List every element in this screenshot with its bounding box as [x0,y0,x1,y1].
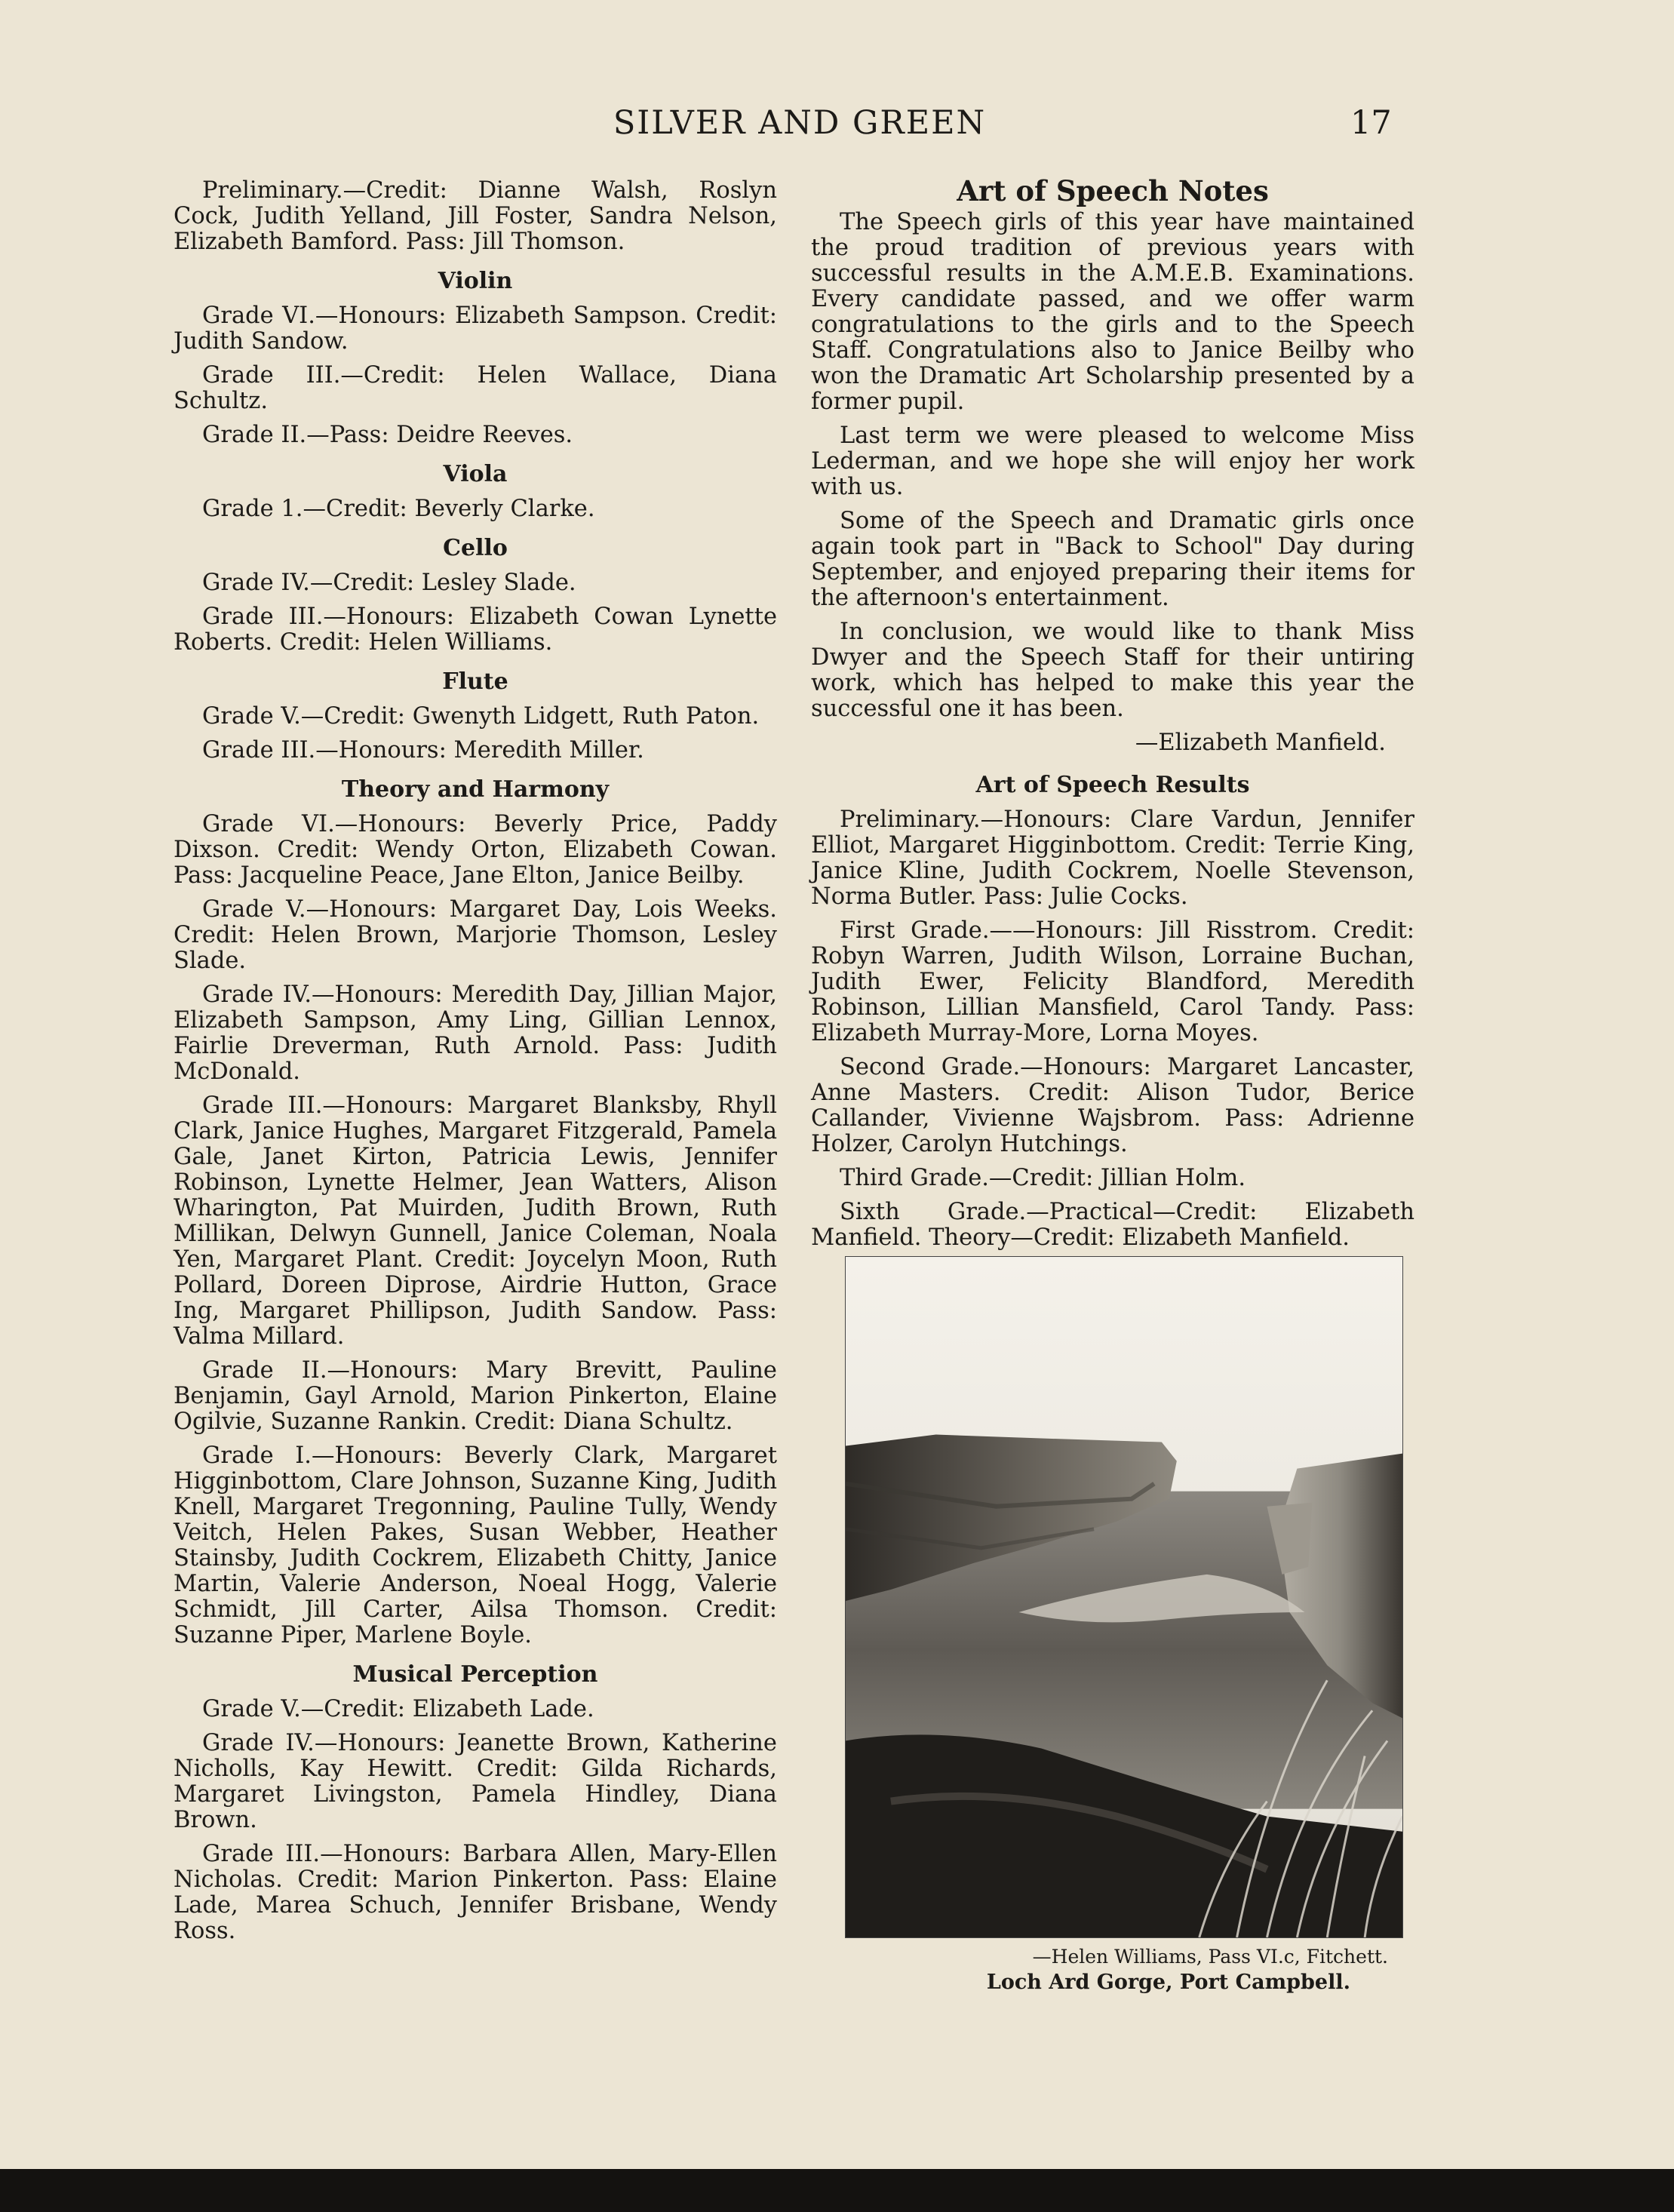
paragraph: Grade III.—Honours: Elizabeth Cowan Lynette Roberts. Credit: Helen Williams. [174,604,777,656]
paragraph: In conclusion, we would like to thank Miss Dwyer and the Speech Staff for their untiring work, which has helped to make this year the successful one it has been. [811,619,1414,722]
paragraph: Grade II.—Honours: Mary Brevitt, Pauline Benjamin, Gayl Arnold, Marion Pinkerton, Elaine Ogilvie, Suzanne Rankin. Credit: Diana Schultz. [174,1357,777,1435]
paragraph: Grade VI.—Honours: Elizabeth Sampson. Credit: Judith Sandow. [174,303,777,355]
paragraph: Sixth Grade.—Practical—Credit: Elizabeth Manfield. Theory—Credit: Elizabeth Manfield. [811,1199,1414,1251]
paragraph: Preliminary.—Honours: Clare Vardun, Jennifer Elliot, Margaret Higginbottom. Credit: Terrie King, Janice Kline, Judith Cockrem, Noelle Stevenson, Norma Butler. Pass: Julie Cocks. [811,806,1414,910]
right-column [811,174,1414,1259]
section-heading: Musical Perception [352,1661,598,1688]
paragraph: Third Grade.—Credit: Jillian Holm. [840,1165,1246,1191]
photo-figure [845,1256,1403,1994]
running-header: SILVER AND GREEN [613,104,987,142]
signature: —Elizabeth Manfield. [1135,730,1386,756]
paragraph: Grade III.—Honours: Margaret Blanksby, Rhyll Clark, Janice Hughes, Margaret Fitzgerald, Pamela Gale, Janet Kirton, Patricia Lewis, Jennifer Robinson, Lynette Helmer, Jean Watters, Alison Wharington, Pat Muirden, Judith Brown, Ruth Millikan, Delwyn Gunnell, Janice Coleman, Noala Yen, Margaret Plant. Credit: Joycelyn Moon, Ruth Pollard, Doreen Diprose, Airdrie Hutton, Grace Ing, Margaret Phillipson, Judith Sandow. Pass: Valma Millard. [174,1092,777,1350]
paragraph: Grade VI.—Honours: Beverly Price, Paddy Dixson. Credit: Wendy Orton, Elizabeth Cowan. Pass: Jacqueline Peace, Jane Elton, Janice Beilby. [174,811,777,889]
section-heading: Art of Speech Results [975,772,1250,798]
paragraph: Preliminary.—Credit: Dianne Walsh, Roslyn Cock, Judith Yelland, Jill Foster, Sandra Nelson, Elizabeth Bamford. Pass: Jill Thomson. [174,177,777,255]
section-heading: Theory and Harmony [341,776,610,803]
scan-bottom-edge [0,2169,1674,2212]
paragraph: Grade IV.—Credit: Lesley Slade. [202,570,576,596]
paragraph: Grade III.—Credit: Helen Wallace, Diana Schultz. [174,362,777,414]
paragraph: Grade V.—Credit: Elizabeth Lade. [202,1696,594,1722]
left-column [174,178,777,1952]
paragraph: Some of the Speech and Dramatic girls once again took part in "Back to School" Day during September, and enjoyed preparing their items for the afternoon's entertainment. [811,508,1414,611]
paragraph: Grade I.—Honours: Beverly Clark, Margaret Higginbottom, Clare Johnson, Suzanne King, Judith Knell, Margaret Tregonning, Pauline Tully, Wendy Veitch, Helen Pakes, Susan Webber, Heather Stainsby, Judith Cockrem, Elizabeth Chitty, Janice Martin, Valerie Anderson, Noeal Hogg, Valerie Schmidt, Jill Carter, Ailsa Thomson. Credit: Suzanne Piper, Marlene Boyle. [174,1442,777,1648]
paragraph: Grade III.—Honours: Meredith Miller. [202,737,644,763]
paragraph: Second Grade.—Honours: Margaret Lancaster, Anne Masters. Credit: Alison Tudor, Berice Callander, Vivienne Wajsbrom. Pass: Adrienne Holzer, Carolyn Hutchings. [811,1054,1414,1157]
paragraph: Grade IV.—Honours: Jeanette Brown, Katherine Nicholls, Kay Hewitt. Credit: Gilda Richards, Margaret Livingston, Pamela Hindley, Diana Brown. [174,1730,777,1833]
paragraph: First Grade.——Honours: Jill Risstrom. Credit: Robyn Warren, Judith Wilson, Lorraine Buchan, Judith Ewer, Felicity Blandford, Meredith Robinson, Lillian Mansfield, Carol Tandy. Pass: Elizabeth Murray-More, Lorna Moyes. [811,917,1414,1046]
paragraph: Last term we were pleased to welcome Miss Lederman, and we hope she will enjoy her work with us. [811,422,1414,500]
paragraph: Grade 1.—Credit: Beverly Clarke. [202,496,595,522]
loch-ard-gorge-photo [845,1256,1403,1938]
paragraph: Grade II.—Pass: Deidre Reeves. [202,422,573,448]
photo-caption: Loch Ard Gorge, Port Campbell. [986,1971,1350,1994]
article-title: Art of Speech Notes [957,174,1269,207]
paragraph: Grade V.—Credit: Gwenyth Lidgett, Ruth Paton. [202,703,760,730]
paragraph: Grade IV.—Honours: Meredith Day, Jillian Major, Elizabeth Sampson, Amy Ling, Gillian Lennox, Fairlie Dreverman, Ruth Arnold. Pass: Judith McDonald. [174,982,777,1085]
section-heading: Violin [438,268,513,294]
section-heading: Viola [443,461,508,487]
photo-credit: —Helen Williams, Pass VI.c, Fitchett. [1032,1946,1388,1968]
section-heading: Flute [442,668,508,695]
page-number: 17 [1350,104,1392,142]
section-heading: Cello [443,535,508,561]
paragraph: The Speech girls of this year have maintained the proud tradition of previous years with successful results in the A.M.E.B. Examinations. Every candidate passed, and we offer warm congratulations to the girls and to the Speech Staff. Congratulations also to Janice Beilby who won the Dramatic Art Scholarship presented by a former pupil. [811,209,1414,415]
paragraph: Grade V.—Honours: Margaret Day, Lois Weeks. Credit: Helen Brown, Marjorie Thomson, Lesley Slade. [174,896,777,974]
paragraph: Grade III.—Honours: Barbara Allen, Mary-Ellen Nicholas. Credit: Marion Pinkerton. Pass: Elaine Lade, Marea Schuch, Jennifer Brisbane, Wendy Ross. [174,1841,777,1944]
